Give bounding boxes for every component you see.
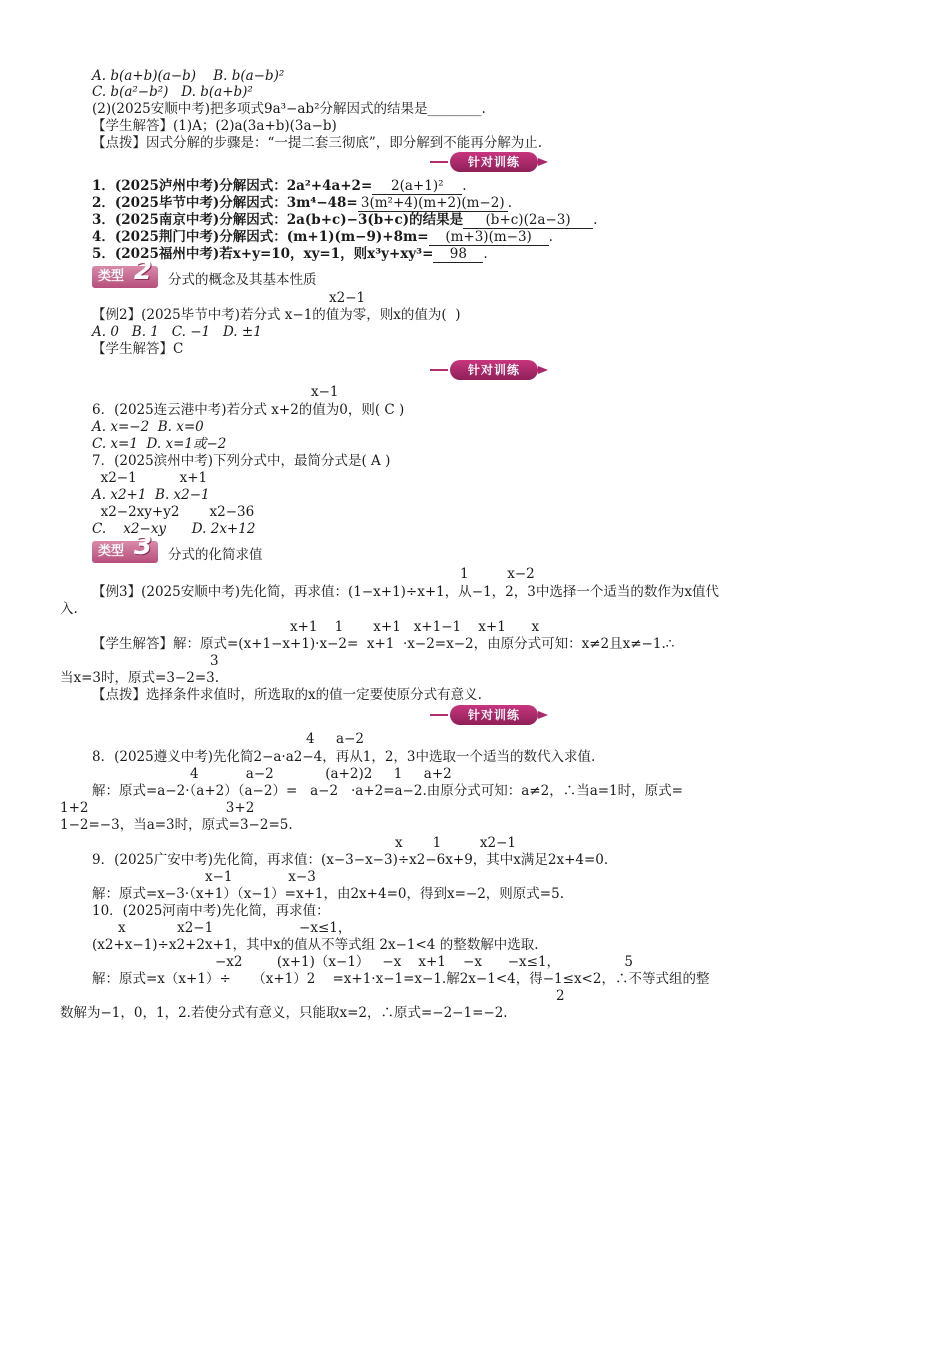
question-6-options-cd: C. x=1 D. x=1或−2 — [92, 436, 227, 452]
question-8-numerators: 4 a−2 — [306, 731, 364, 747]
question-10-solution: 解：原式=x（x+1）÷ （x+1）2 =x+1·x−1=x−1.解2x−1<4，得−1≤x<2，∴不等式组的整 — [92, 971, 710, 987]
type-3-title: 分式的化简求值 — [168, 547, 263, 563]
question-7-row-3: x2−2xy+y2 x2−36 — [92, 504, 255, 520]
answer-blank-3: (b+c)(2a−3) — [463, 212, 593, 229]
question-10-solution-denom: 2 — [556, 988, 565, 1004]
example-2-options: A. 0 B. 1 C. −1 D. ±1 — [92, 324, 262, 340]
question-10-numerators: x x2−1 −x≤1， — [118, 920, 352, 936]
question-10: 10．(2025河南中考)先化简，再求值： — [92, 903, 330, 919]
example-2-answer: 【学生解答】C — [92, 341, 184, 357]
example-3-cont: 入. — [60, 601, 78, 617]
question-1: 1．(2025泸州中考)分解因式：2a²+4a+2= 2(a+1)² . — [92, 178, 467, 194]
practice-banner: 针对训练 — [450, 152, 538, 172]
question-6-options-ab: A. x=−2 B. x=0 — [92, 419, 204, 435]
answer-blank-1: 2(a+1)² — [372, 178, 462, 195]
example-2: 【例2】(2025毕节中考)若分式 x−1的值为零，则x的值为( ) — [92, 307, 461, 323]
example-3-solution: 【学生解答】解：原式=(x+1−x+1)·x−2= x+1 ·x−2=x−2，由原分式可知：x≠2且x≠−1.∴ — [92, 636, 675, 652]
question-7-row-2: A. x2+1 B. x2−1 — [92, 487, 210, 503]
question-8-solution-denoms: 1+2 3+2 — [60, 800, 255, 816]
example-2-numerator: x2−1 — [329, 290, 366, 306]
question-2: 2．(2025毕节中考)分解因式：3m⁴−48= 3(m²+4)(m+2)(m−2) . — [92, 195, 513, 211]
question-9: 9．(2025广安中考)先化简，再求值：(x−3−x−3)÷x2−6x+9，其中x满足2x+4=0. — [92, 852, 609, 868]
example-3-tip: 【点拨】选择条件求值时，所选取的x的值一定要使原分式有意义. — [92, 687, 482, 703]
option-line-a-b: A. b(a+b)(a−b) B. b(a−b)² — [92, 68, 285, 84]
question-10-solution-end: 数解为−1，0，1，2.若使分式有意义，只能取x=2，∴原式=−2−1=−2. — [60, 1005, 508, 1021]
question-7-row-1: x2−1 x+1 — [92, 470, 208, 486]
question-6-numerator: x−1 — [311, 384, 339, 400]
question-5: 5．(2025福州中考)若x+y=10，xy=1，则x³y+xy³= 98 . — [92, 246, 488, 262]
question-9-solution: 解：原式=x−3·（x+1）（x−1）=x+1，由2x+4=0，得到x=−2，则原式=5. — [92, 886, 564, 902]
tip-text: 【点拨】因式分解的步骤是：“一提二套三彻底”，即分解到不能再分解为止. — [92, 135, 543, 151]
example-3-solution-numerators: x+1 1 x+1 x+1−1 x+1 x — [290, 619, 540, 635]
question-8-solution-numerators: 4 a−2 (a+2)2 1 a+2 — [190, 766, 452, 782]
student-answer: 【学生解答】(1)A；(2)a(3a+b)(3a−b) — [92, 118, 337, 134]
example-3-solution-end: 当x=3时，原式=3−2=3. — [60, 670, 220, 686]
question-7: 7．(2025滨州中考)下列分式中，最简分式是( A ) — [92, 453, 391, 469]
question-8-solution-end: 1−2=−3，当a=3时，原式=3−2=5. — [60, 817, 293, 833]
example-3: 【例3】(2025安顺中考)先化简，再求值：(1−x+1)÷x+1，从−1，2，3中选择一个适当的数作为x值代 — [92, 584, 719, 600]
question-10-solution-numerators: −x2 (x+1)（x−1） −x x+1 −x −x≤1， 5 — [215, 954, 634, 970]
question-8: 8．(2025遵义中考)先化简2−a·a2−4，再从1，2，3中选取一个适当的数代入求值. — [92, 749, 596, 765]
question-4: 4．(2025荆门中考)分解因式：(m+1)(m−9)+8m= (m+3)(m−3) . — [92, 229, 553, 245]
question-6: 6．(2025连云港中考)若分式 x+2的值为0，则( C ) — [92, 402, 405, 418]
question-10-body: (x2+x−1)÷x2+2x+1，其中x的值从不等式组 2x−1<4 的整数解中选取. — [92, 937, 539, 953]
practice-banner: 针对训练 — [450, 705, 538, 725]
practice-banner: 针对训练 — [450, 360, 538, 380]
answer-blank-5: 98 — [433, 246, 483, 263]
question-9-solution-numerators: x−1 x−3 — [205, 869, 316, 885]
example-3-numerators: 1 x−2 — [460, 566, 535, 582]
question-7-row-4: C. x2−xy D. 2x+12 — [92, 521, 256, 537]
answer-blank-4: (m+3)(m−3) — [429, 229, 549, 246]
question-8-solution: 解：原式=a−2·（a+2）（a−2）= a−2 ·a+2=a−2.由原分式可知：a≠2，∴当a=1时，原式= — [92, 783, 683, 799]
answer-blank-2: 3(m²+4)(m+2)(m−2) — [358, 195, 508, 212]
type-2-badge: 类型 2 — [92, 266, 158, 288]
question-3: 3．(2025南京中考)分解因式：2a(b+c)−3(b+c)的结果是 (b+c)(2a−3) . — [92, 212, 598, 228]
type-3-badge: 类型 3 — [92, 541, 158, 563]
example-3-solution-num: 3 — [210, 653, 219, 669]
question-2-text: (2)(2025安顺中考)把多项式9a³−ab²分解因式的结果是________. — [92, 101, 486, 117]
question-9-numerators: x 1 x2−1 — [395, 835, 516, 851]
type-2-title: 分式的概念及其基本性质 — [168, 272, 317, 288]
option-line-c-d: C. b(a²−b²) D. b(a+b)² — [92, 84, 253, 100]
